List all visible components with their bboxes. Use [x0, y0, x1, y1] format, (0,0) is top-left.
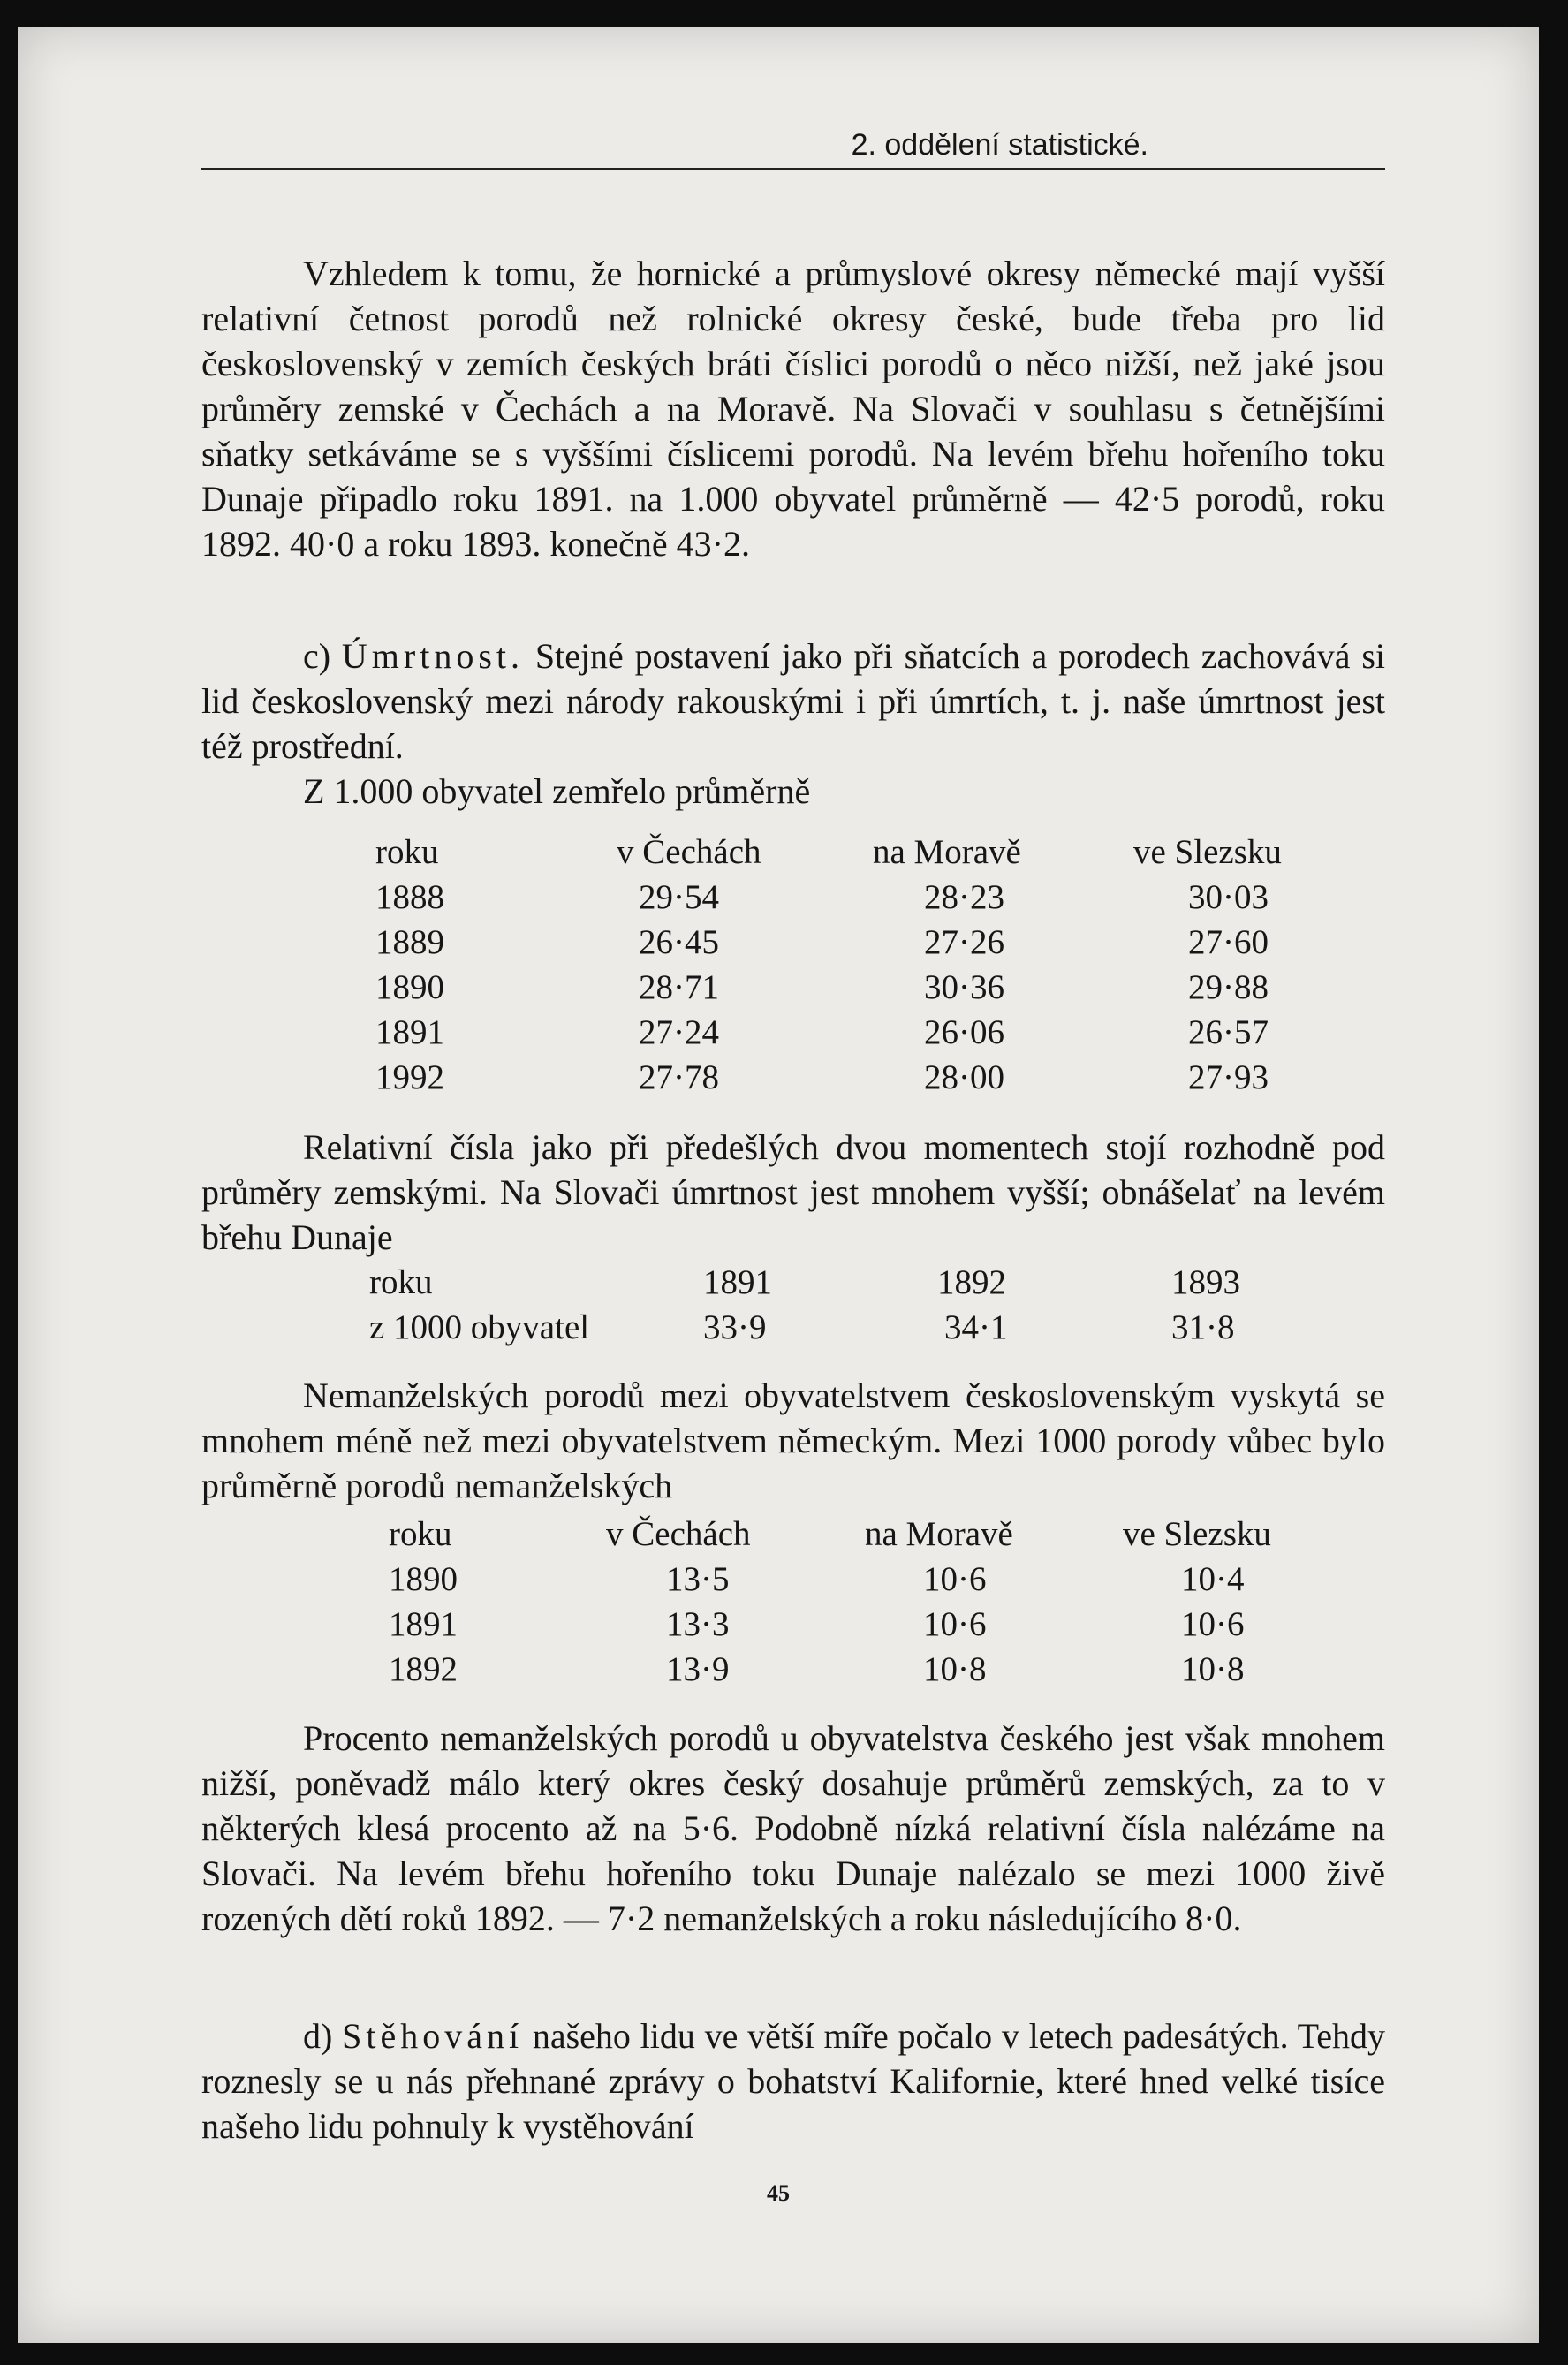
value-cell: 28·00 — [924, 1058, 1004, 1096]
year-cell: 1889 — [375, 923, 444, 961]
value-cell: 13·3 — [666, 1605, 730, 1643]
slovak-table-header — [369, 1260, 1300, 1305]
value-cell: 27·93 — [1188, 1058, 1269, 1096]
paragraph-emigration-body — [201, 2013, 1385, 2149]
column-header: 1893 — [1171, 1263, 1240, 1301]
value-cell: 27·78 — [639, 1058, 719, 1096]
value-cell: 10·8 — [923, 1650, 987, 1688]
page-number: 45 — [767, 2180, 790, 2206]
paragraph-emigration-text: našeho lidu ve větší míře počalo v letech padesátých. Tehdy roznesly se u nás přehnané zprávy o bohatství Kalifornie, které hned velké tisíce našeho lidu pohnuly k vystěhování — [201, 2016, 1386, 2146]
page-header: 2. oddělení statistické. — [201, 128, 1385, 170]
section-label-c: c) — [303, 636, 331, 676]
column-header: ve Slezsku — [1123, 1515, 1271, 1553]
illegitimate-table-header — [389, 1512, 1317, 1557]
value-cell: 10·4 — [1181, 1560, 1245, 1598]
table-row — [375, 920, 1337, 965]
value-cell: 29·88 — [1188, 968, 1269, 1006]
value-cell: 34·1 — [944, 1308, 1008, 1346]
year-cell: 1888 — [375, 878, 444, 916]
section-heading-mortality: Úmrtnost. — [341, 636, 525, 676]
paragraph-illegitimate-percent — [201, 1716, 1385, 1941]
value-cell: 13·9 — [666, 1650, 730, 1688]
value-cell: 28·23 — [924, 878, 1004, 916]
value-cell: 29·54 — [639, 878, 719, 916]
table-row — [375, 1055, 1337, 1100]
paragraph-illegitimate-text: Nemanželských porodů mezi obyvatelstvem československým vyskytá se mnohem méně než mezi obyvatelstvem německým. Mezi 1000 porody vůbec bylo průměrně porodů nemanželských — [201, 1376, 1385, 1505]
section-label-d: d) — [303, 2016, 333, 2056]
paragraph-slovak-mortality — [201, 1125, 1385, 1260]
year-cell: 1891 — [389, 1605, 458, 1643]
value-cell: 10·6 — [923, 1560, 987, 1598]
value-cell: 31·8 — [1171, 1308, 1235, 1346]
column-header: na Moravě — [873, 833, 1021, 871]
paragraph-births-text: Vzhledem k tomu, že hornické a průmyslové okresy německé mají vyšší relativní četnost porodů než rolnické okresy české, bude třeba pro lid československý v zemích českých bráti číslici porodů o něco nižší, než jaké jsou průměry zemské v Čechách a na Moravě. Na Slovači v souhlasu s četnějšími sňatky setkáváme se s vyššími číslicemi porodů. Na levém břehu hořeního toku Dunaje připadlo roku 1891. na 1.000 obyvatel průměrně — 42·5 porodů, roku 1892. 40·0 a roku 1893. konečně 43·2. — [201, 254, 1385, 564]
table-row — [389, 1557, 1317, 1602]
document-page — [18, 27, 1539, 2343]
mortality-table — [375, 830, 1337, 1100]
table-row — [389, 1602, 1317, 1647]
table-row — [375, 1010, 1337, 1055]
mortality-table-header — [375, 830, 1337, 875]
column-header: ve Slezsku — [1133, 833, 1282, 871]
paragraph-births — [201, 251, 1385, 566]
mortality-intro: Z 1.000 obyvatel zemřelo průměrně — [303, 771, 811, 811]
year-cell: 1890 — [389, 1560, 458, 1598]
value-cell: 27·26 — [924, 923, 1004, 961]
value-cell: 26·45 — [639, 923, 719, 961]
value-cell: 26·06 — [924, 1013, 1004, 1051]
table-row — [369, 1305, 1300, 1350]
paragraph-mortality — [201, 633, 1385, 814]
value-cell: 10·6 — [1181, 1605, 1245, 1643]
table-row — [375, 965, 1337, 1010]
value-cell: 30·03 — [1188, 878, 1269, 916]
illegitimate-births-table — [389, 1512, 1317, 1692]
table-row — [375, 875, 1337, 920]
year-cell: 1992 — [375, 1058, 444, 1096]
value-cell: 33·9 — [703, 1308, 767, 1346]
value-cell: 28·71 — [639, 968, 719, 1006]
value-cell: 27·24 — [639, 1013, 719, 1051]
paragraph-mortality-body — [201, 633, 1385, 769]
value-cell: 26·57 — [1188, 1013, 1269, 1051]
paragraph-mortality-text: Stejné postavení jako při sňatcích a porodech zachovává si lid československý mezi národy rakouskými i při úmrtích, t. j. naše úmrtnost jest též prostřední. — [201, 636, 1385, 766]
paragraph-illegitimate-percent-text: Procento nemanželských porodů u obyvatelstva českého jest však mnohem nižší, poněvadž málo který okres český dosahuje průměrů zemských, za to v některých klesá procento až na 5·6. Podobně nízká relativní čísla nalézáme na Slovači. Na levém břehu hořeního toku Dunaje nalézalo se mezi 1000 živě rozených dětí roků 1892. — 7·2 nemanželských a roku následujícího 8·0. — [201, 1718, 1385, 1938]
paragraph-emigration — [201, 2013, 1385, 2149]
value-cell: 27·60 — [1188, 923, 1269, 961]
year-cell: 1892 — [389, 1650, 458, 1688]
value-cell: 10·6 — [923, 1605, 987, 1643]
paragraph-illegitimate — [201, 1373, 1385, 1508]
value-cell: 13·5 — [666, 1560, 730, 1598]
column-header: na Moravě — [865, 1515, 1013, 1553]
column-header: v Čechách — [617, 833, 761, 871]
value-cell: 30·36 — [924, 968, 1004, 1006]
year-cell: 1890 — [375, 968, 444, 1006]
row-label: z 1000 obyvatel — [369, 1308, 590, 1346]
column-header: 1892 — [937, 1263, 1006, 1301]
value-cell: 10·8 — [1181, 1650, 1245, 1688]
column-header: 1891 — [703, 1263, 772, 1301]
column-header: roku — [369, 1263, 433, 1301]
column-header: roku — [375, 833, 439, 871]
column-header: roku — [389, 1515, 452, 1553]
column-header: v Čechách — [606, 1515, 751, 1553]
table-row — [389, 1647, 1317, 1692]
paragraph-slovak-mortality-text: Relativní čísla jako při předešlých dvou momentech stojí rozhodně pod průměry zemskými. Na Slovači úmrtnost jest mnohem vyšší; obnášelať na levém břehu Dunaje — [201, 1127, 1385, 1257]
section-heading-emigration: Stěhování — [342, 2016, 524, 2056]
slovak-mortality-table — [369, 1260, 1300, 1350]
year-cell: 1891 — [375, 1013, 444, 1051]
